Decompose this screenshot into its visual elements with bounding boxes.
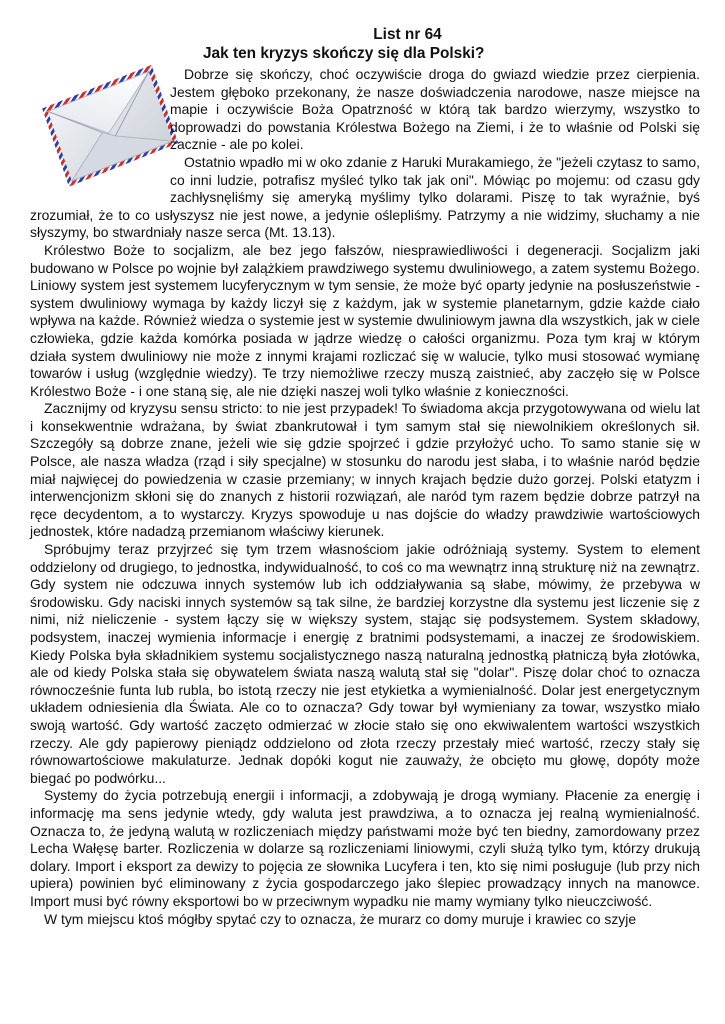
letter-body (30, 66, 700, 928)
paragraph-4: Zacznijmy od kryzysu sensu stricto: to nie jest przypadek! To świadoma akcja przygotowywana od wielu lat i konsekwentnie wdrażana, by świat zbankrutował i tym samym stał się niewolnikiem określonych sił. Szczegóły są dobrze znane, jeżeli wie się gdzie spojrzeć i gdzie przyłożyć ucho. To samo stanie się w Polsce, ale nasza władza (rząd i siły specjalne) w stosunku do narodu jest słaba, i to właśnie naród będzie miał najwięcej do powiedzenia w czasie przemiany; w innych krajach będzie dużo gorzej. Polski etatyzm i interwencjonizm skłoni się do znanych z historii rozwiązań, ale naród tym razem będzie dobrze patrzył na ręce decydentom, a to wystarczy. Kryzys spowoduje u nas dojście do władzy prawdziwie wartościowych jednostek, które nadadzą przemianom właściwy kierunek. (30, 400, 700, 540)
paragraph-3: Królestwo Boże to socjalizm, ale bez jego fałszów, niesprawiedliwości i degeneracji. Socjalizm jaki budowano w Polsce po wojnie był zalążkiem prawdziwego systemu dwuliniowego, a zatem systemu Bożego. Liniowy system jest systemem lucyferycznym w tym sensie, że może być oparty jedynie na posłuszeństwie - system dwuliniowy wymaga by każdy liczył się z każdym, jak w systemie planetarnym, gdzie każde ciało wpływa na każde. Również wiedza o systemie jest w systemie dwuliniowym jawna dla wszystkich, jak w ciele człowieka, gdzie każda komórka posiada w jądrze wiedzę o całości organizmu. Poza tym kraj w którym działa system dwuliniowy nie może z innymi krajami rozliczać się w walucie, tylko musi stosować wymianę towarów i usług (względnie wiedzy). Te trzy niemożliwe rzeczy muszą zaistnieć, aby zaczęło się w Polsce Królestwo Boże - i one staną się, ale nie dzięki naszej woli tylko właśnie z konieczności. (30, 241, 700, 399)
paragraph-5: Spróbujmy teraz przyjrzeć się tym trzem własnościom jakie odróżniają systemy. System to element oddzielony od drugiego, to jednostka, indywidualność, to coś co ma wewnątrz inną strukturę niż na zewnątrz. Gdy system nie odczuwa innych systemów lub ich oddziaływania są słabe, mówimy, że przebywa w środowisku. Gdy naciski innych systemów są tak silne, że bardziej korzystne dla systemu jest liczenie się z nimi, niż nieliczenie - system łączy się w większy system, stając się podsystemem. System składowy, podsystem, inaczej wymienia informacje i energię z bratnimi podsystemami, a inaczej ze środowiskiem. Kiedy Polska była składnikiem systemu socjalistycznego naszą naturalną jednostką płatniczą była złotówka, ale od kiedy Polska stała się obywatelem świata naszą walutą stał się "dolar". Piszę dolar choć to oznacza równocześnie funta lub rubla, bo istotą rzeczy nie jest etykietka a wymienialność. Dolar jest energetycznym układem odniesienia dla Świata. Ale co to oznacza? Gdy towar był wymieniany za towar, wszystko miało swoją wartość. Gdy wartość zaczęto odmierzać w złocie stało się ono ekwiwalentem wartości wszystkich rzeczy. Ale gdy papierowy pieniądz oddzielono od złota rzeczy przestały mieć wartość, rzeczy stały się równowartościowe makulaturze. Jednak dopóki kogut nie zauważy, że obcięto mu głowę, dopóty może biegać po podwórku... (30, 541, 700, 786)
paragraph-6: Systemy do życia potrzebują energii i informacji, a zdobywają je drogą wymiany. Płacenie za energię i informację ma sens jedynie wtedy, gdy waluta jest prawdziwa, a to oznacza jej realną wymienialność. Oznacza to, że jedyną walutą w rozliczeniach między państwami może być ten biedny, zamordowany przez Lecha Wałęsę barter. Rozliczenia w dolarze są rozliczeniami liniowymi, czyli służą tylko tym, którzy drukują dolary. Import i eksport za dewizy to pojęcia ze słownika Lucyfera i ten, kto się nimi posługuje (lub przy nich upiera) powinien być eliminowany z życia gospodarczego jako ślepiec prowadzący innych na manowce. Import musi być równy eksportowi bo w przeciwnym wypadku nie mamy wymiany tylko nieuczciwość. (30, 787, 700, 909)
letter-number: List nr 64 (373, 26, 442, 43)
paragraph-2: Ostatnio wpadło mi w oko zdanie z Haruki Murakamiego, że "jeżeli czytasz to samo, co inni ludzie, potrafisz myśleć tylko tak jak oni". Mówiąc po mojemu: od czasu gdy zachłysnęliśmy się ameryką myślimy tylko dolarami. Piszę to tak wyraźnie, byś zrozumiał, że to co usłyszysz nie jest nowe, a jedynie oślepliśmy. Patrzymy a nie widzimy, słuchamy a nie słyszymy, bo stwardniały nasze serca (Mt. 13.13). (30, 153, 701, 241)
envelope-spacer (30, 66, 170, 190)
paragraph-1: Dobrze się skończy, choć oczywiście droga do gwiazd wiedzie przez cierpienia. Jestem głęboko przekonany, że nasze doświadczenia narodowe, nasze miejsce na mapie i oczywiście Boża Opatrzność w którą tak bardzo wierzymy, wszystko to doprowadzi do powstania Królestwa Bożego na Ziemi, i że to właśnie od Polski się zacznie - ale po kolei. (170, 66, 700, 153)
paragraph-7: W tym miejscu ktoś mógłby spytać czy to oznacza, że murarz co domy muruje i krawiec co szyje (44, 910, 637, 927)
letter-title: Jak ten kryzys skończy się dla Polski? (203, 45, 485, 62)
